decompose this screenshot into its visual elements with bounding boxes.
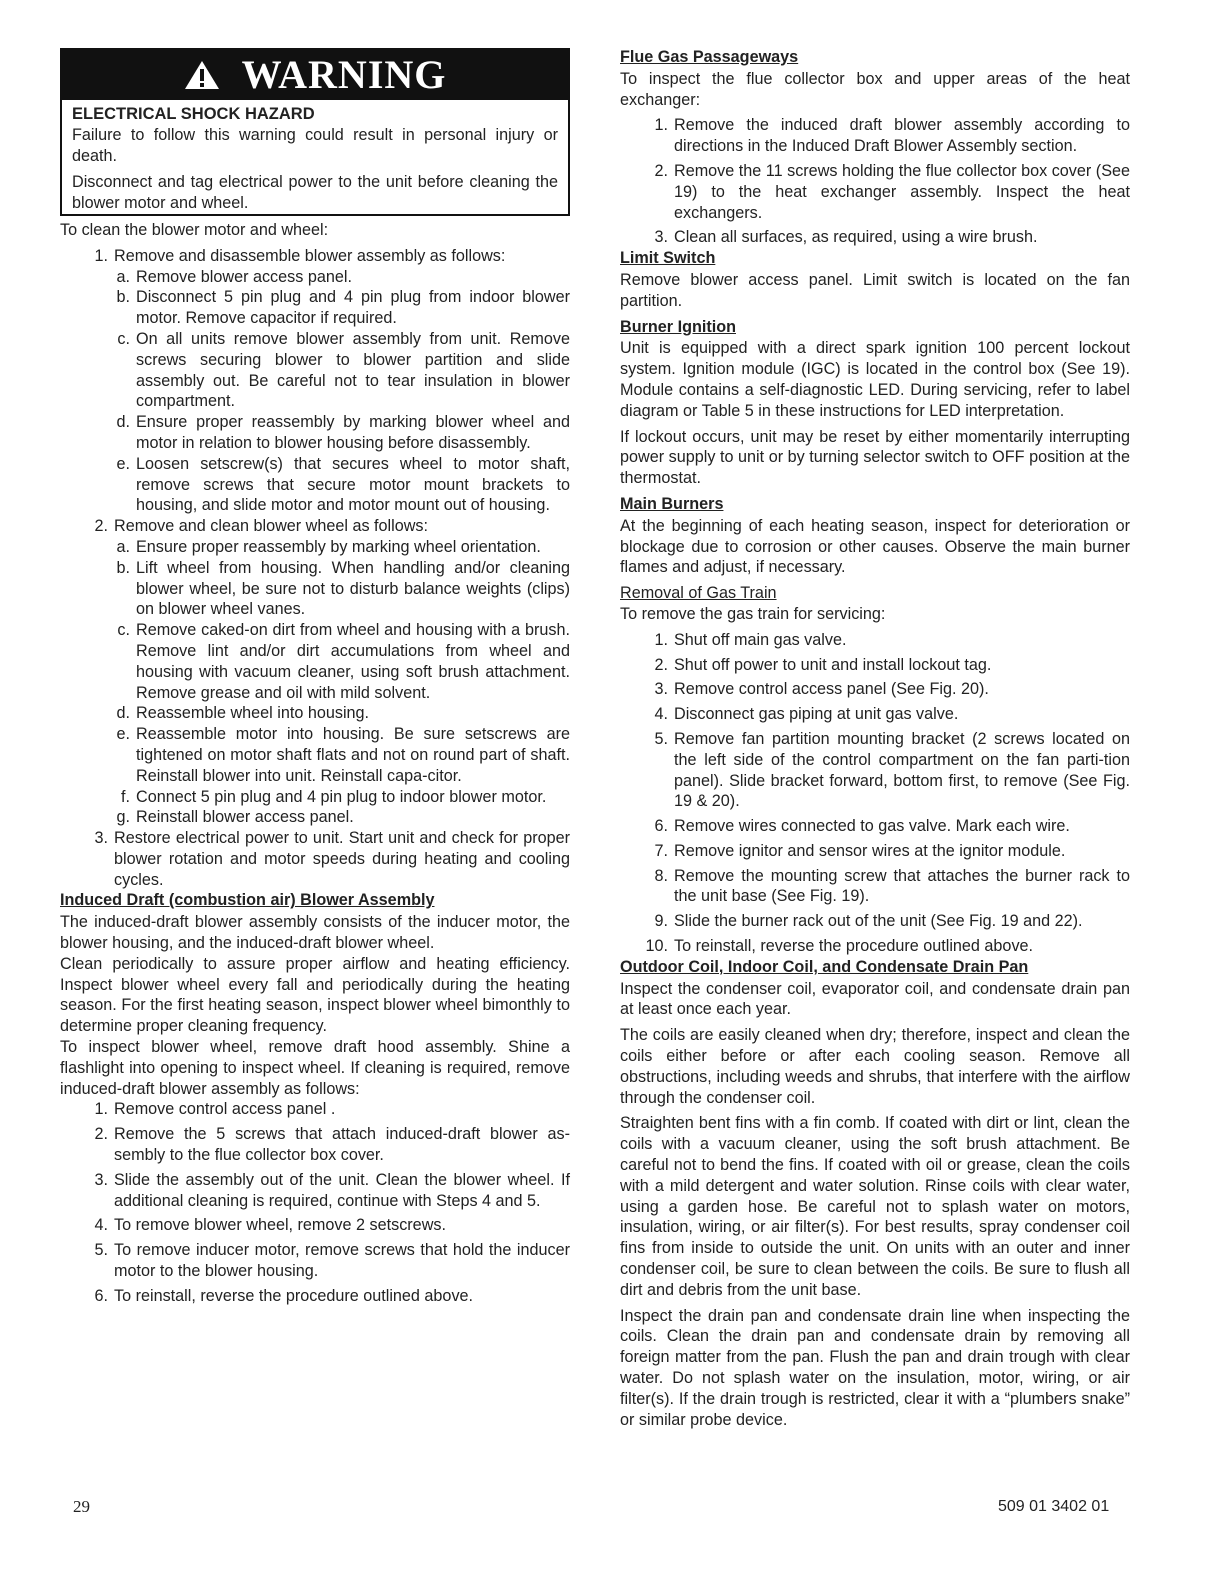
list-text: Remove fan partition mounting bracket (2 screws located on the left side of the control compartment on the fan parti-tion panel). Slide bracket forward, bottom first, to remove (See Fig. 19 & 20).: [674, 729, 1130, 811]
list-text: Remove control access panel .: [114, 1100, 336, 1119]
list-item: [60, 1124, 570, 1166]
list-marker: 2.: [94, 1125, 108, 1144]
sub-list-item: [60, 454, 570, 516]
list-text: Remove and clean blower wheel as follows:: [114, 517, 429, 536]
paragraph: Clean periodically to assure proper airflow and heating efficiency. Inspect blower wheel every fall and periodically during the heating season. For the first heating season, inspect blower wheel bimonthly to determine proper cleaning frequency.: [60, 954, 570, 1036]
list-marker: c.: [117, 329, 130, 348]
section-heading: Induced Draft (combustion air) Blower Assembly: [60, 891, 435, 910]
paragraph: If lockout occurs, unit may be reset by either momentarily interrupting power supply to unit or by turning selector switch to OFF position at the thermostat.: [620, 427, 1130, 488]
section-heading: Removal of Gas Train: [620, 584, 777, 603]
list-marker: 3.: [654, 680, 668, 699]
list-marker: 2.: [654, 655, 668, 674]
list-text: Disconnect gas piping at unit gas valve.: [674, 705, 959, 724]
paragraph: Straighten bent fins with a fin comb. If coated with dirt or lint, clean the coils with a vacuum cleaner, using the soft brush attachment. Be careful not to bend the fins. If coated with oil or grease, clean the coils with a mild detergent and water solution. Rinse coils with clear water, using a garden hose. Be careful not to splash water on motors, insulation, wiring, or air filter(s). For best results, spray condenser coil fins from inside to outside the unit. On units with an outer and inner condenser coil, be sure to clean between the coils. Be sure to flush all dirt and debris from the unit base.: [620, 1114, 1130, 1299]
section-heading: Burner Ignition: [620, 317, 736, 336]
list-text: Slide the burner rack out of the unit (See Fig. 19 and 22).: [674, 912, 1083, 931]
list-text: Remove the mounting screw that attaches the burner rack to the unit base (See Fig. 19).: [674, 866, 1130, 906]
warning-header: [62, 50, 568, 100]
list-marker: 4.: [94, 1216, 108, 1235]
list-text: Reinstall blower access panel.: [136, 808, 354, 827]
list-item: [620, 866, 1130, 908]
list-text: Reassemble wheel into housing.: [136, 704, 370, 723]
list-marker: 6.: [654, 817, 668, 836]
sub-list-item: [60, 537, 570, 558]
paragraph: To clean the blower motor and wheel:: [60, 220, 329, 239]
list-marker: 1.: [654, 116, 668, 135]
list-marker: 1.: [94, 246, 108, 265]
list-text: Shut off power to unit and install lockout tag.: [674, 655, 992, 674]
list-marker: 6.: [94, 1286, 108, 1305]
list-text: Clean all surfaces, as required, using a wire brush.: [674, 228, 1038, 247]
paragraph: Remove blower access panel. Limit switch is located on the fan partition.: [620, 270, 1130, 310]
list-item: [620, 816, 1130, 837]
warning-text: Disconnect and tag electrical power to the unit before cleaning the blower motor and wheel.: [72, 173, 558, 213]
list-marker: 8.: [654, 866, 668, 885]
paragraph: Inspect the drain pan and condensate drain line when inspecting the coils. Clean the drain pan and condensate drain by removing all foreign matter from the pan. Flush the pan and drain trough with clear water. Do not splash water on the insulation, motor, wiring, or air filter(s). If the drain trough is restricted, clear it with a “plumbers snake” or similar probe device.: [620, 1306, 1130, 1429]
list-item: [60, 246, 570, 267]
list-marker: c.: [117, 621, 130, 640]
list-text: To reinstall, reverse the procedure outlined above.: [114, 1286, 474, 1305]
list-item: [620, 161, 1130, 223]
list-text: To remove inducer motor, remove screws that hold the inducer motor to the blower housing.: [114, 1241, 570, 1281]
sub-list-item: [60, 724, 570, 786]
list-text: On all units remove blower assembly from unit. Remove screws securing blower to blower partition and slide assembly out. Be careful not to tear insulation in blower compartment.: [136, 329, 570, 411]
list-item: [60, 1170, 570, 1212]
list-item: [620, 704, 1130, 725]
list-marker: f.: [121, 787, 130, 806]
list-text: Lift wheel from housing. When handling and/or cleaning blower wheel, be sure not to disturb balance weights (clips) on blower wheel vanes.: [136, 558, 570, 619]
paragraph: At the beginning of each heating season, inspect for deterioration or blockage due to corrosion or other causes. Observe the main burner flames and adjust, if necessary.: [620, 516, 1130, 577]
paragraph: To inspect the flue collector box and upper areas of the heat exchanger:: [620, 69, 1130, 109]
list-text: Restore electrical power to unit. Start unit and check for proper blower rotation and motor speeds during heating and cooling cycles.: [114, 829, 570, 889]
list-marker: d.: [116, 704, 130, 723]
list-text: Remove caked-on dirt from wheel and housing with a brush. Remove lint and/or dirt accumulations from wheel and housing with vacuum cleaner, using soft brush attachment. Remove grease and oil with mild solvent.: [136, 621, 570, 702]
section-heading: Flue Gas Passageways: [620, 48, 799, 66]
list-marker: 2.: [654, 161, 668, 180]
list-marker: e.: [116, 454, 130, 473]
sub-list-item: [60, 287, 570, 329]
list-item: [620, 655, 1130, 676]
list-text: Disconnect 5 pin plug and 4 pin plug from indoor blower motor. Remove capacitor if required.: [136, 288, 570, 328]
list-text: Remove and disassemble blower assembly as follows:: [114, 246, 506, 265]
hazard-title: ELECTRICAL SHOCK HAZARD: [72, 105, 315, 123]
sub-list-item: [60, 620, 570, 703]
list-text: Shut off main gas valve.: [674, 630, 847, 649]
list-text: Remove the induced draft blower assembly according to directions in the Induced Draft Blower Assembly section.: [674, 116, 1130, 156]
list-marker: 1.: [94, 1100, 108, 1119]
list-item: [620, 115, 1130, 157]
section-heading: Limit Switch: [620, 249, 716, 268]
list-item: [60, 1215, 570, 1236]
list-marker: b.: [116, 288, 130, 307]
list-text: To remove blower wheel, remove 2 setscrews.: [114, 1216, 446, 1235]
list-marker: a.: [116, 537, 130, 556]
list-marker: a.: [116, 267, 130, 286]
list-marker: 3.: [94, 1170, 108, 1189]
paragraph: The coils are easily cleaned when dry; therefore, inspect and clean the coils either before or after each cooling season. Remove all obstructions, including weeds and shrubs, that interfere with the airflow through the condenser coil.: [620, 1026, 1130, 1107]
list-marker: 10.: [645, 937, 668, 956]
list-item: [620, 630, 1130, 651]
list-text: Ensure proper reassembly by marking blower wheel and motor in relation to blower housing before disassembly.: [136, 413, 570, 452]
list-marker: 9.: [654, 912, 668, 931]
right-column: [620, 47, 1130, 1435]
sub-list-item: [60, 703, 570, 724]
list-marker: 1.: [654, 630, 668, 649]
list-marker: 5.: [94, 1241, 108, 1260]
list-marker: 3.: [94, 829, 108, 848]
paragraph: Unit is equipped with a direct spark ignition 100 percent lockout system. Ignition module (IGC) is located in the control box (See 19). Module contains a self-diagnostic LED. During servicing, refer to label diagram or Table 5 in these instructions for LED interpretation.: [620, 339, 1130, 420]
document-number: 509 01 3402 01: [998, 1498, 1110, 1515]
list-text: Loosen setscrew(s) that secures wheel to motor shaft, remove screws that secure motor mount brackets to housing, and slide motor and motor mount out of housing.: [136, 454, 570, 515]
list-item: [60, 1286, 570, 1307]
list-text: Remove the 5 screws that attach induced-draft blower as-sembly to the flue collector box cover.: [114, 1125, 570, 1165]
list-item: [620, 227, 1130, 248]
sub-list-item: [60, 787, 570, 808]
sub-list-item: [60, 558, 570, 620]
paragraph: To remove the gas train for servicing:: [620, 604, 886, 623]
list-text: Slide the assembly out of the unit. Clean the blower wheel. If additional cleaning is required, continue with Steps 4 and 5.: [114, 1170, 570, 1210]
list-text: To reinstall, reverse the procedure outlined above.: [674, 937, 1034, 956]
list-text: Remove ignitor and sensor wires at the ignitor module.: [674, 841, 1066, 860]
paragraph: Inspect the condenser coil, evaporator coil, and condensate drain pan at least once each year.: [620, 979, 1130, 1019]
list-text: Ensure proper reassembly by marking wheel orientation.: [136, 537, 541, 556]
list-text: Reassemble motor into housing. Be sure setscrews are tightened on motor shaft flats and not on round part of shaft. Reinstall blower into unit. Reinstall capa-citor.: [136, 725, 570, 785]
list-item: [60, 1240, 570, 1282]
sub-list-item: [60, 329, 570, 412]
page-number: 29: [73, 1497, 90, 1516]
paragraph: To inspect blower wheel, remove draft hood assembly. Shine a flashlight into opening to inspect wheel. If cleaning is required, remove induced-draft blower assembly as follows:: [60, 1038, 570, 1098]
list-item: [620, 679, 1130, 700]
list-marker: 5.: [654, 729, 668, 748]
list-marker: 4.: [654, 705, 668, 724]
warning-text: Failure to follow this warning could result in personal injury or death.: [72, 125, 558, 165]
list-marker: 2.: [94, 517, 108, 536]
list-text: Remove control access panel (See Fig. 20).: [674, 680, 989, 699]
paragraph: The induced-draft blower assembly consists of the inducer motor, the blower housing, and the induced-draft blower wheel.: [60, 913, 570, 953]
list-marker: 3.: [654, 228, 668, 247]
warning-box: [60, 48, 570, 216]
list-item: [620, 911, 1130, 932]
list-text: Remove the 11 screws holding the flue collector box cover (See 19) to the heat exchanger assembly. Inspect the heat exchangers.: [674, 161, 1130, 222]
section-heading: Main Burners: [620, 494, 724, 513]
list-text: Remove blower access panel.: [136, 267, 352, 286]
list-marker: 7.: [654, 841, 668, 860]
list-marker: e.: [116, 725, 130, 744]
list-marker: b.: [116, 558, 130, 577]
sub-list-item: [60, 267, 570, 288]
list-item: [620, 729, 1130, 812]
warning-title: WARNING: [241, 51, 447, 97]
list-item: [60, 828, 570, 890]
list-item: [620, 936, 1130, 957]
sub-list-item: [60, 412, 570, 454]
left-column: [60, 48, 570, 1311]
section-heading: Outdoor Coil, Indoor Coil, and Condensate Drain Pan: [620, 957, 1029, 976]
list-marker: d.: [116, 413, 130, 432]
sub-list-item: [60, 807, 570, 828]
list-text: Remove wires connected to gas valve. Mark each wire.: [674, 817, 1070, 836]
list-text: Connect 5 pin plug and 4 pin plug to indoor blower motor.: [136, 787, 547, 806]
list-item: [620, 841, 1130, 862]
list-marker: g.: [116, 808, 130, 827]
warning-triangle-icon: [184, 60, 220, 90]
list-item: [60, 516, 570, 537]
list-item: [60, 1099, 570, 1120]
